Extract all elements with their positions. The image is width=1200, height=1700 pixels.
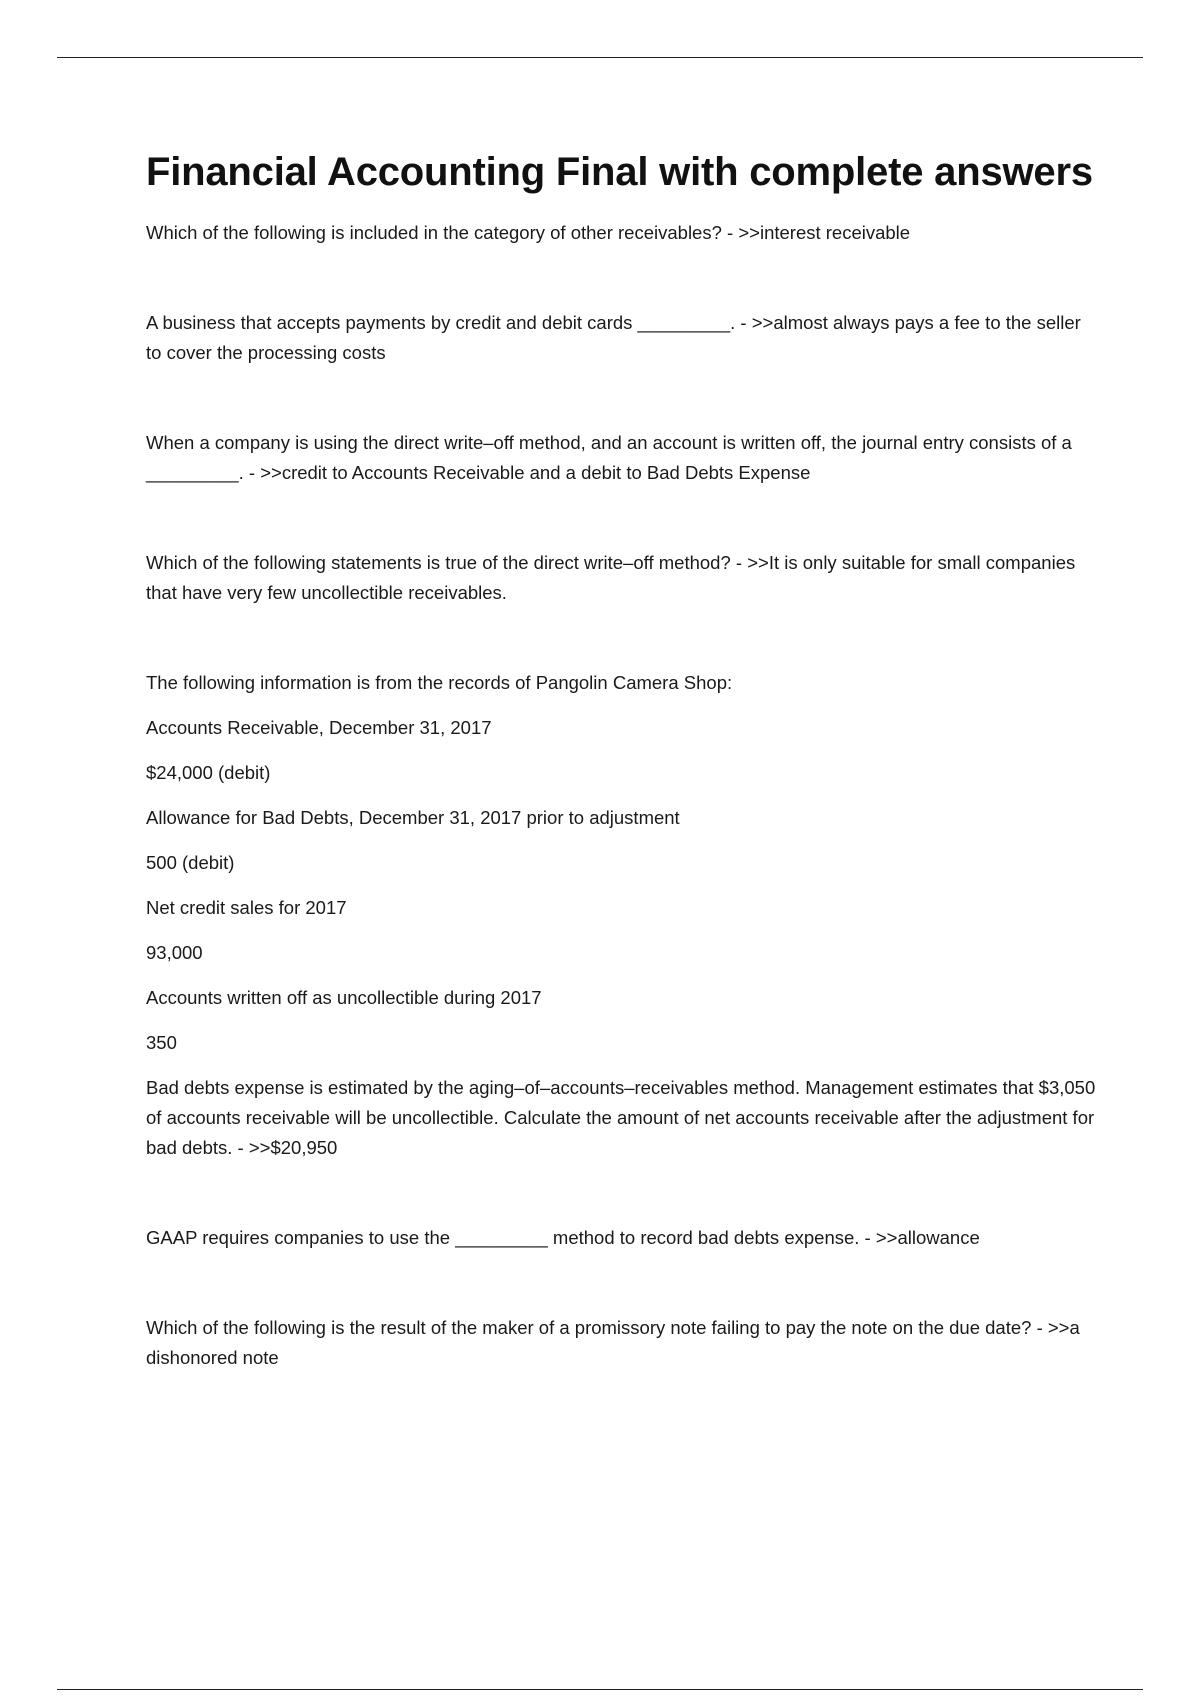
info-line: 93,000: [146, 942, 203, 963]
answer-separator: - >>: [730, 552, 769, 573]
qa-item: [146, 1223, 1096, 1253]
qa-item: [146, 218, 1096, 248]
answer-text: It is only suitable for small companies that have very few uncollectible receivables.: [146, 552, 1076, 603]
answer-separator: - >>: [859, 1227, 898, 1248]
question-text: Which of the following is included in the category of other receivables?: [146, 222, 722, 243]
pangolin-intro: The following information is from the records of Pangolin Camera Shop:: [146, 672, 733, 693]
info-line: Accounts written off as uncollectible during 2017: [146, 987, 542, 1008]
answer-separator: - >>: [232, 1137, 271, 1158]
document-body: [146, 140, 1096, 1373]
answer-text: almost always pays a fee to the seller to cover the processing costs: [146, 312, 1081, 363]
question-text: Which of the following is the result of the maker of a promissory note failing to pay the note on the due date?: [146, 1317, 1032, 1338]
info-line: Allowance for Bad Debts, December 31, 2017 prior to adjustment: [146, 807, 680, 828]
question-text: GAAP requires companies to use the _________ method to record bad debts expense.: [146, 1227, 860, 1248]
document-title: Financial Accounting Final with complete answers: [146, 150, 1093, 194]
qa-item: [146, 308, 1096, 368]
qa-item: [146, 1313, 1096, 1373]
answer-text: allowance: [897, 1227, 980, 1248]
question-text: When a company is using the direct write–off method, and an account is written off, the journal entry consists of a _________.: [146, 432, 1072, 483]
info-line: Accounts Receivable, December 31, 2017: [146, 717, 492, 738]
answer-separator: - >>: [721, 222, 760, 243]
qa-item: [146, 428, 1096, 488]
info-line: 350: [146, 1032, 177, 1053]
answer-text: interest receivable: [759, 222, 911, 243]
info-line: 500 (debit): [146, 852, 235, 873]
answer-text: credit to Accounts Receivable and a debit to Bad Debts Expense: [281, 462, 811, 483]
answer-separator: - >>: [1031, 1317, 1070, 1338]
answer-text: a dishonored note: [146, 1317, 1080, 1368]
qa-item: [146, 548, 1096, 608]
info-line: Net credit sales for 2017: [146, 897, 347, 918]
answer-separator: - >>: [243, 462, 282, 483]
question-text: A business that accepts payments by credit and debit cards _________.: [146, 312, 736, 333]
question-text: Bad debts expense is estimated by the aging–of–accounts–receivables method. Management estimates that $3,050 of accounts receivable will be uncollectible. Calculate the amount of net accounts receivable after the adjustment for bad debts.: [146, 1077, 1096, 1158]
qa-item: [146, 1073, 1096, 1163]
question-text: Which of the following statements is true of the direct write–off method?: [146, 552, 731, 573]
answer-text: $20,950: [270, 1137, 338, 1158]
answer-separator: - >>: [735, 312, 774, 333]
footer-rule: [57, 1689, 1143, 1690]
header-rule: [57, 57, 1143, 58]
info-line: $24,000 (debit): [146, 762, 271, 783]
